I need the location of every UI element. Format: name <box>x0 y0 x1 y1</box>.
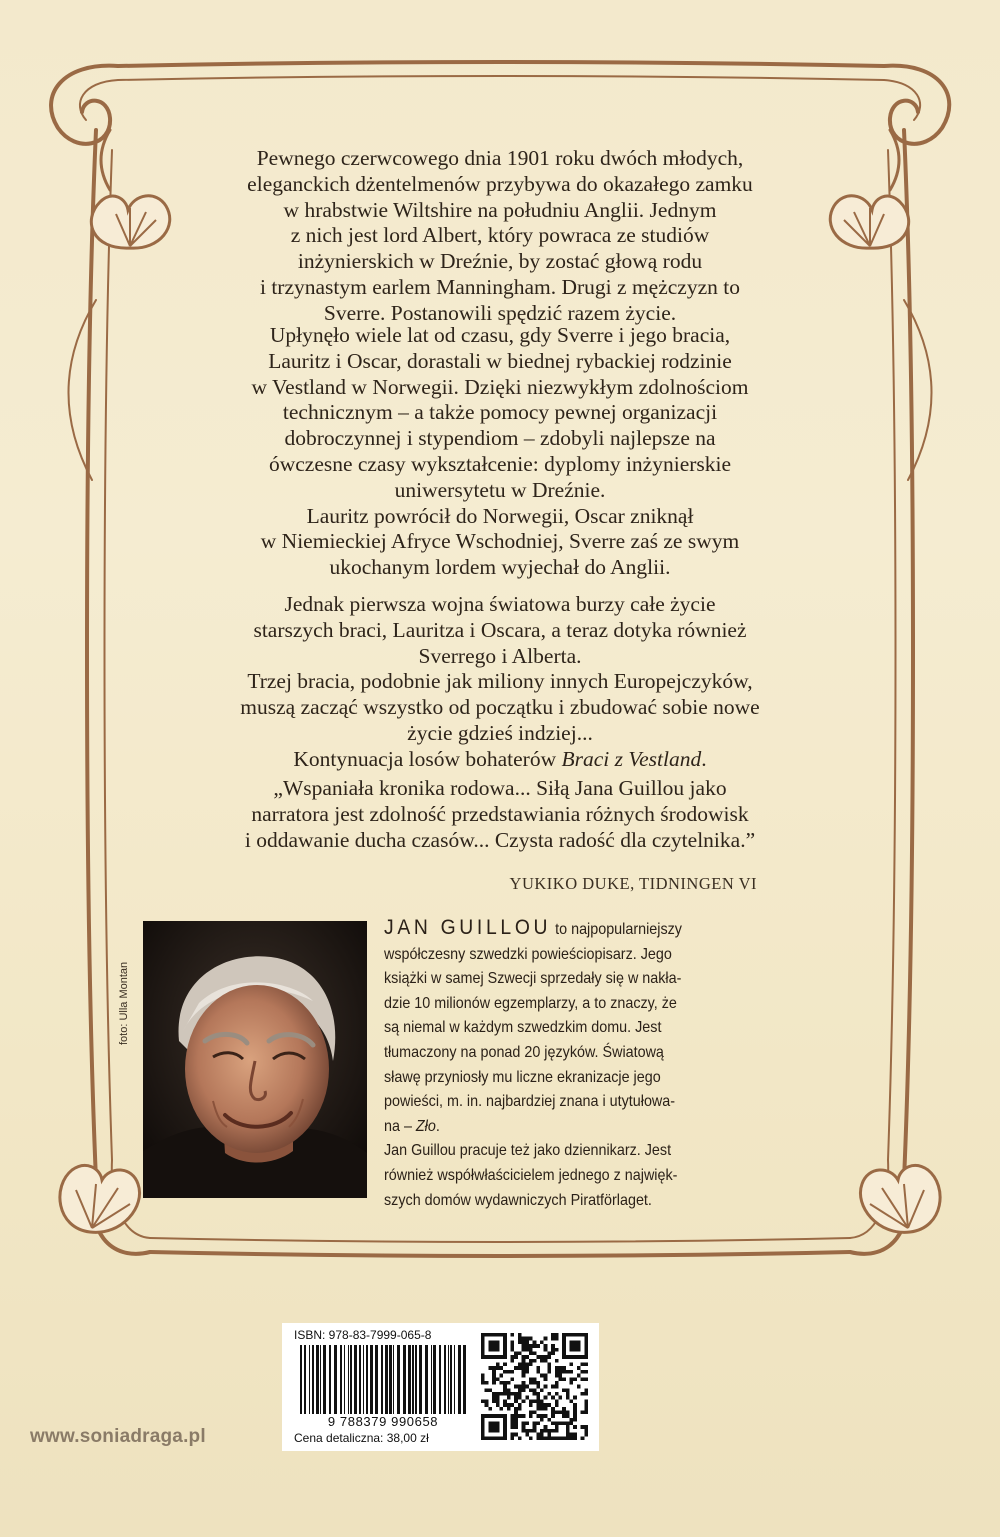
blurb-line: Sverre. Postanowili spędzić razem życie. <box>323 300 677 325</box>
bio-line: również współwłaścicielem jednego z najwięk- <box>384 1166 678 1184</box>
blurb-line: i trzynastym earlem Manningham. Drugi z mężczyzn to <box>259 274 740 299</box>
quote-line: narratora jest zdolność przedstawiania różnych środowisk <box>251 801 749 826</box>
barcode-icon <box>294 1345 472 1425</box>
leaf-ornament-bottom-left <box>60 1165 140 1232</box>
bio-line: współczesny szwedzki powieściopisarz. Jego <box>384 945 672 963</box>
blurb-line: ówczesne czasy wykształcenie: dyplomy inżynierskie <box>268 451 732 476</box>
review-quote <box>110 776 890 853</box>
bio-line: książki w samej Szwecji sprzedały się w nakła- <box>384 970 682 988</box>
film-prefix: na – <box>384 1117 416 1135</box>
leaf-ornament-bottom-right <box>860 1165 940 1232</box>
blurb-paragraph-1 <box>110 146 890 327</box>
isbn-label: ISBN: 978-83-7999-065-8 <box>294 1328 432 1342</box>
blurb-paragraph-3 <box>110 592 890 773</box>
blurb-line: życie gdzieś indziej... <box>407 720 593 745</box>
blurb-line: w Vestland w Norwegii. Dzięki niezwykłym zdolnościom <box>251 374 749 399</box>
blurb-line: Pewnego czerwcowego dnia 1901 roku dwóch młodych, <box>256 146 744 170</box>
blurb-line: starszych braci, Lauritza i Oscara, a teraz dotyka również <box>253 617 747 642</box>
blurb-line: Upłynęło wiele lat od czasu, gdy Sverre i jego bracia, <box>269 323 731 347</box>
retail-price: Cena detaliczna: 38,00 zł <box>294 1431 429 1445</box>
continuation-prefix: Kontynuacja losów bohaterów <box>293 746 562 771</box>
author-name: JAN GUILLOU <box>384 916 552 939</box>
blurb-line: z nich jest lord Albert, który powraca ze studiów <box>290 223 710 248</box>
blurb-line: inżynierskich w Dreźnie, by zostać głową rodu <box>297 249 703 274</box>
publisher-website[interactable]: www.soniadraga.pl <box>30 1426 206 1447</box>
author-photo <box>143 921 367 1198</box>
blurb-line: eleganckich dżentelmenów przybywa do okazałego zamku <box>247 171 753 196</box>
quote-line: „Wspaniała kronika rodowa... Siłą Jana Guillou jako <box>273 776 727 800</box>
bio-first-line <box>384 916 752 943</box>
blurb-line: ukochanym lordem wyjechał do Anglii. <box>329 555 671 580</box>
author-bio <box>384 916 752 1213</box>
blurb-line: Sverrego i Alberta. <box>418 643 582 668</box>
bio-line: są niemal w każdym szwedzkim domu. Jest <box>384 1019 662 1037</box>
bio-line: tłumaczony na ponad 20 języków. Światową <box>384 1043 664 1061</box>
blurb-line: technicznym – a także pomocy pewnej organizacji <box>282 400 718 425</box>
blurb-line: Trzej bracia, podobnie jak miliony innych Europejczyków, <box>247 669 753 694</box>
bio-line: dzie 10 milionów egzemplarzy, a to znaczy, że <box>384 994 677 1012</box>
blurb-line: w Niemieckiej Afryce Wschodniej, Sverre zaś ze swym <box>260 529 740 554</box>
continuation-title: Braci z Vestland <box>561 746 702 771</box>
barcode-digits: 9 788379 990658 <box>290 1414 476 1429</box>
blurb-line: w hrabstwie Wiltshire na południu Anglii. Jednym <box>283 197 717 222</box>
blurb-line: dobroczynnej i stypendiom – zdobyli najlepsze na <box>284 426 716 451</box>
blurb-paragraph-2 <box>110 323 890 581</box>
blurb-line: uniwersytetu w Dreźnie. <box>394 477 606 502</box>
film-title: Zło <box>415 1117 436 1135</box>
bio-line: sławę przyniosły mu liczne ekranizacje jego <box>384 1068 661 1086</box>
author-portrait-illustration <box>143 921 367 1198</box>
isbn-barcode-box <box>282 1323 599 1451</box>
bio-line: Jan Guillou pracuje też jako dziennikarz. Jest <box>384 1142 672 1160</box>
bio-film-line <box>384 1115 752 1140</box>
blurb-line: Lauritz i Oscar, dorastali w biednej rybackiej rodzinie <box>268 348 732 373</box>
quote-source: YUKIKO DUKE, TIDNINGEN VI <box>509 874 757 893</box>
bio-line: powieści, m. in. najbardziej znana i utytułowa- <box>384 1093 676 1111</box>
photo-credit-text: foto: Ulla Montan <box>118 961 130 1045</box>
bio-line: to najpopularniejszy <box>551 921 682 938</box>
continuation-suffix: . <box>701 746 707 771</box>
bio-line: szych domów wydawniczych Piratförlaget. <box>384 1191 652 1209</box>
qr-code-icon <box>481 1333 588 1440</box>
blurb-line: muszą zacząć wszystko od początku i zbudować sobie nowe <box>240 695 760 720</box>
continuation-line <box>110 747 890 773</box>
film-suffix: . <box>435 1117 440 1135</box>
blurb-line: Lauritz powrócił do Norwegii, Oscar zniknął <box>306 503 694 528</box>
blurb-line: Jednak pierwsza wojna światowa burzy całe życie <box>284 592 716 616</box>
quote-line: i oddawanie ducha czasów... Czysta radość dla czytelnika.” <box>244 827 756 852</box>
